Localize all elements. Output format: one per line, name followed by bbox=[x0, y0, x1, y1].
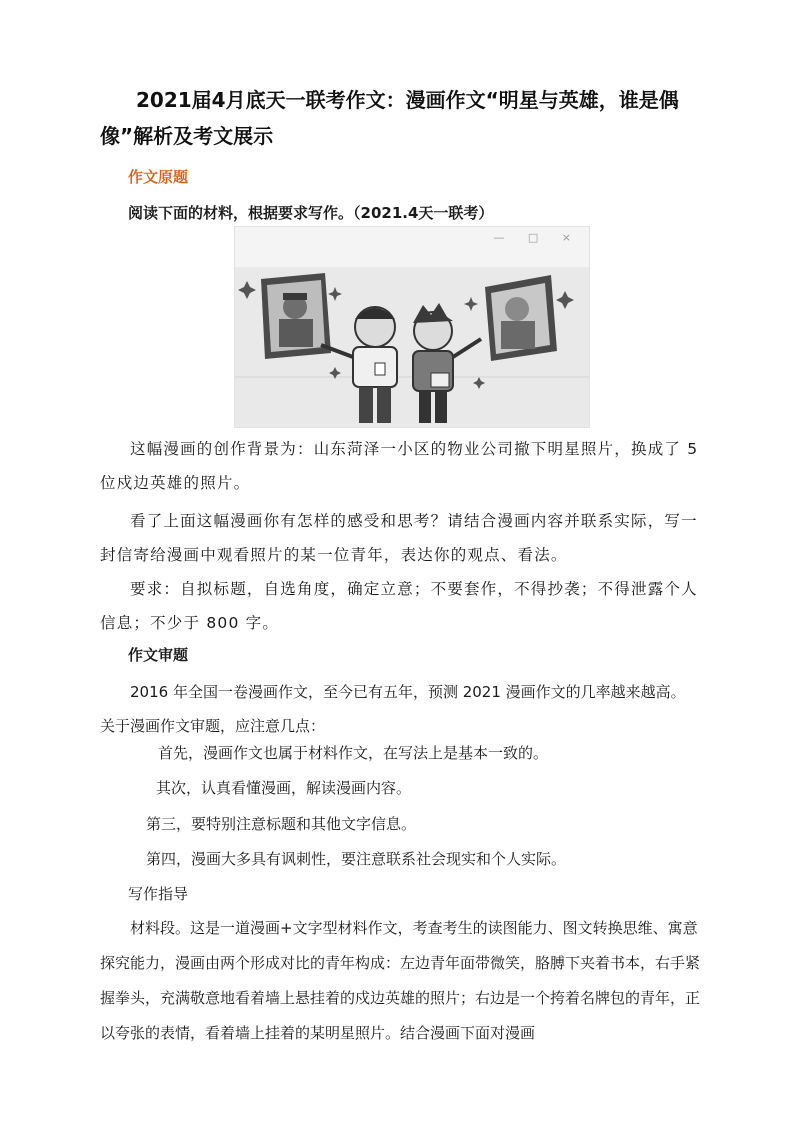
comic-image bbox=[234, 226, 590, 428]
section-heading-guide: 写作指导 bbox=[128, 885, 189, 903]
review-intro: 2016 年全国一卷漫画作文，至今已有五年，预测 2021 漫画作文的几率越来越高。关于漫画作文审题，应注意几点： bbox=[100, 683, 686, 735]
material-paragraph-2: 看了上面这幅漫画你有怎样的感受和思考？请结合漫画内容并联系实际，写一封信寄给漫画中观看照片的某一位青年，表达你的观点、看法。 bbox=[100, 512, 698, 564]
section-heading-review: 作文审题 bbox=[128, 646, 189, 664]
material-paragraph-1: 这幅漫画的创作背景为：山东菏泽一小区的物业公司撤下明星照片，换成了 5 位戍边英雄的照片。 bbox=[100, 440, 699, 492]
review-point-1: 首先，漫画作文也属于材料作文，在写法上是基本一致的。 bbox=[158, 744, 549, 762]
star-portrait-frame bbox=[485, 275, 557, 361]
page-title: 2021届4月底天一联考作文：漫画作文“明星与英雄，谁是偶像”解析及考文展示 bbox=[100, 88, 679, 148]
review-point-4: 第四，漫画大多具有讽刺性，要注意联系社会现实和个人实际。 bbox=[146, 850, 567, 868]
hero-portrait-frame bbox=[261, 273, 331, 359]
instruction-text: 阅读下面的材料，根据要求写作。（2021.4天一联考） bbox=[128, 204, 494, 222]
comic-illustration bbox=[235, 227, 589, 427]
window-controls: — □ × bbox=[493, 231, 581, 244]
section-heading-original: 作文原题 bbox=[128, 168, 189, 186]
material-paragraph-3: 要求：自拟标题，自选角度，确定立意；不要套作，不得抄袭；不得泄露个人信息；不少于 800 字。 bbox=[100, 580, 698, 632]
review-point-2: 其次，认真看懂漫画，解读漫画内容。 bbox=[156, 779, 412, 797]
review-point-3: 第三，要特别注意标题和其他文字信息。 bbox=[146, 815, 417, 833]
guide-paragraph: 材料段。这是一道漫画+文字型材料作文，考查考生的读图能力、图文转换思维、寓意探究能力，漫画由两个形成对比的青年构成：左边青年面带微笑，胳膊下夹着书本，右手紧握拳头，充满敬意地看着墙上悬挂着的戍边英雄的照片；右边是一个挎着名牌包的青年，正以夸张的表情，看着墙上挂着的某明星照片。结合漫画下面对漫画 bbox=[100, 919, 701, 1042]
